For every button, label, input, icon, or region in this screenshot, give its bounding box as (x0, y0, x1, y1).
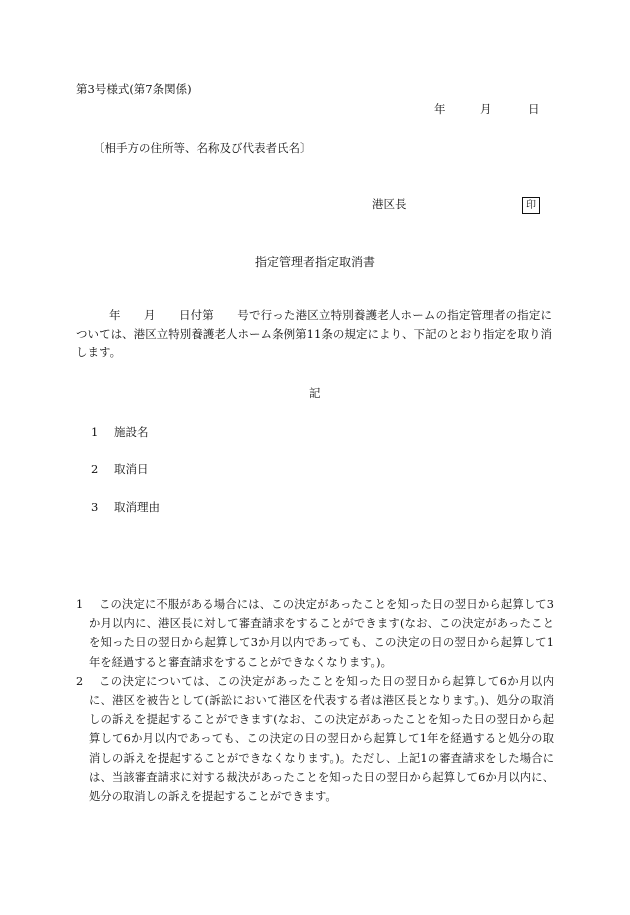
body-paragraph: 年 月 日付第 号で行った港区立特別養護老人ホームの指定管理者の指定については、港区立特別養護老人ホーム条例第11条の規定により、下記のとおり指定を取り消します。 (76, 308, 552, 359)
appeal-notes (76, 595, 554, 806)
note-number: 1 (76, 598, 84, 611)
list-item (91, 427, 148, 439)
item-label: 取消日 (113, 462, 149, 476)
addressee-placeholder: 〔相手方の住所等、名称及び代表者氏名〕 (93, 141, 312, 155)
appeal-note (76, 672, 554, 806)
list-item (91, 464, 148, 476)
document-title: 指定管理者指定取消書 (255, 255, 376, 269)
note-text: この決定に不服がある場合には、この決定があったことを知った日の翌日から起算して3か月以内に、港区長に対して審査請求をすることができます(なお、この決定があったことを知った日の翌日から起算して3か月以内であっても、この決定の日の翌日から起算して1年を経過すると審査請求をすることができなくなります。)。 (89, 598, 554, 669)
note-text: この決定については、この決定があったことを知った日の翌日から起算して6か月以内に、港区を被告として(訴訟において港区を代表する者は港区長となります。)、処分の取消しの訴えを提起することができます(なお、この決定があったことを知った日の翌日から起算して6か月以内であっても、この決定の日の翌日から起算して1年を経過すると処分の取消しの訴えを提起することができなくなります。)。ただし、上記1の審査請求をした場合には、当該審査請求に対する裁決があったことを知った日の翌日から起算して6か月以内に、処分の取消しの訴えを提起することができます。 (89, 674, 554, 804)
item-number: 3 (91, 500, 99, 514)
ki-heading: 記 (309, 386, 321, 400)
appeal-note (76, 595, 554, 672)
item-number: 2 (91, 462, 99, 476)
date-line (0, 104, 630, 118)
seal-mark: 印 (522, 197, 540, 214)
item-label: 取消理由 (113, 500, 160, 514)
item-number: 1 (91, 425, 99, 439)
date-year-label: 年 (434, 102, 446, 116)
list-item (91, 502, 160, 514)
issuer-name: 港区長 (372, 197, 407, 211)
item-label: 施設名 (113, 425, 149, 439)
form-number: 第3号様式(第7条関係) (76, 82, 192, 96)
note-number: 2 (76, 674, 84, 688)
date-month-label: 月 (480, 102, 492, 116)
date-day-label: 日 (528, 102, 540, 116)
